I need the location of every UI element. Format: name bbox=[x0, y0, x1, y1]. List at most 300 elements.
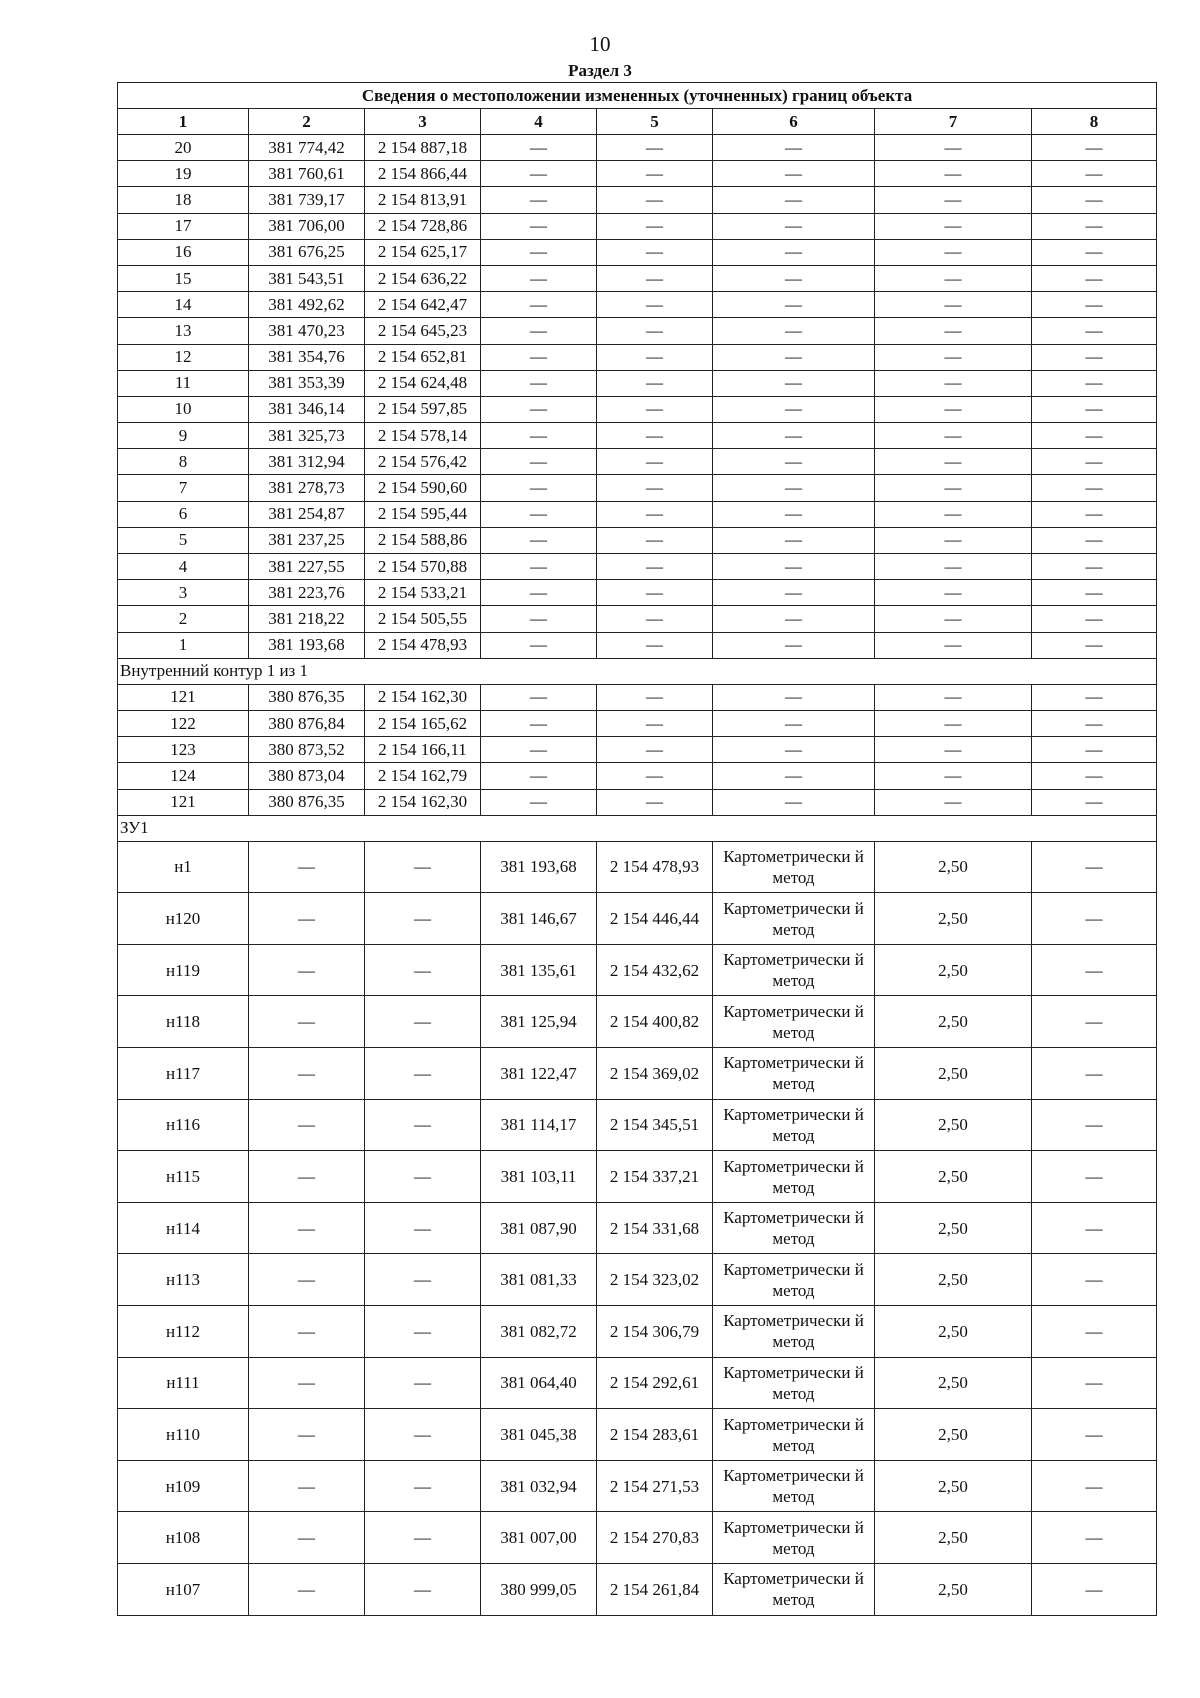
dash-cell: — bbox=[1032, 1512, 1157, 1564]
method-cell: Картометрически й метод bbox=[713, 1409, 875, 1461]
dash-cell: — bbox=[713, 239, 875, 265]
dash-cell: — bbox=[249, 893, 365, 945]
dash-cell: — bbox=[713, 370, 875, 396]
table-row bbox=[118, 893, 1157, 945]
y-coordinate-cell: 2 154 162,30 bbox=[365, 684, 481, 710]
dash-cell: — bbox=[597, 423, 713, 449]
dash-cell: — bbox=[1032, 841, 1157, 893]
dash-cell: — bbox=[249, 1357, 365, 1409]
point-number-cell: н120 bbox=[118, 893, 249, 945]
dash-cell: — bbox=[875, 265, 1032, 291]
dash-cell: — bbox=[249, 1151, 365, 1203]
y-coordinate-cell: 2 154 283,61 bbox=[597, 1409, 713, 1461]
dash-cell: — bbox=[597, 213, 713, 239]
dash-cell: — bbox=[1032, 239, 1157, 265]
dash-cell: — bbox=[365, 1048, 481, 1100]
dash-cell: — bbox=[1032, 1099, 1157, 1151]
y-coordinate-cell: 2 154 652,81 bbox=[365, 344, 481, 370]
dash-cell: — bbox=[1032, 161, 1157, 187]
x-coordinate-cell: 381 492,62 bbox=[249, 292, 365, 318]
dash-cell: — bbox=[1032, 1357, 1157, 1409]
table-row bbox=[118, 135, 1157, 161]
dash-cell: — bbox=[875, 213, 1032, 239]
column-header: 4 bbox=[481, 109, 597, 135]
x-coordinate-cell: 381 146,67 bbox=[481, 893, 597, 945]
dash-cell: — bbox=[481, 554, 597, 580]
inner-contour-label-row bbox=[118, 658, 1157, 684]
y-coordinate-cell: 2 154 570,88 bbox=[365, 554, 481, 580]
x-coordinate-cell: 381 354,76 bbox=[249, 344, 365, 370]
dash-cell: — bbox=[597, 265, 713, 291]
x-coordinate-cell: 381 193,68 bbox=[249, 632, 365, 658]
point-number-cell: н118 bbox=[118, 996, 249, 1048]
point-number-cell: н114 bbox=[118, 1202, 249, 1254]
dash-cell: — bbox=[365, 1202, 481, 1254]
y-coordinate-cell: 2 154 165,62 bbox=[365, 710, 481, 736]
dash-cell: — bbox=[597, 370, 713, 396]
method-cell: Картометрически й метод bbox=[713, 1202, 875, 1254]
dash-cell: — bbox=[713, 344, 875, 370]
dash-cell: — bbox=[597, 239, 713, 265]
y-coordinate-cell: 2 154 578,14 bbox=[365, 423, 481, 449]
method-cell: Картометрически й метод bbox=[713, 1048, 875, 1100]
table-row bbox=[118, 996, 1157, 1048]
dash-cell: — bbox=[249, 1460, 365, 1512]
accuracy-cell: 2,50 bbox=[875, 841, 1032, 893]
dash-cell: — bbox=[597, 710, 713, 736]
dash-cell: — bbox=[249, 1202, 365, 1254]
dash-cell: — bbox=[713, 580, 875, 606]
x-coordinate-cell: 381 223,76 bbox=[249, 580, 365, 606]
dash-cell: — bbox=[713, 318, 875, 344]
y-coordinate-cell: 2 154 588,86 bbox=[365, 527, 481, 553]
table-row bbox=[118, 161, 1157, 187]
x-coordinate-cell: 381 706,00 bbox=[249, 213, 365, 239]
method-cell: Картометрически й метод bbox=[713, 1460, 875, 1512]
point-number-cell: н109 bbox=[118, 1460, 249, 1512]
dash-cell: — bbox=[249, 1048, 365, 1100]
point-number-cell: 16 bbox=[118, 239, 249, 265]
x-coordinate-cell: 381 125,94 bbox=[481, 996, 597, 1048]
x-coordinate-cell: 381 312,94 bbox=[249, 449, 365, 475]
dash-cell: — bbox=[875, 632, 1032, 658]
point-number-cell: н108 bbox=[118, 1512, 249, 1564]
y-coordinate-cell: 2 154 331,68 bbox=[597, 1202, 713, 1254]
dash-cell: — bbox=[713, 606, 875, 632]
dash-cell: — bbox=[875, 475, 1032, 501]
dash-cell: — bbox=[1032, 318, 1157, 344]
y-coordinate-cell: 2 154 728,86 bbox=[365, 213, 481, 239]
dash-cell: — bbox=[713, 710, 875, 736]
point-number-cell: 18 bbox=[118, 187, 249, 213]
point-number-cell: н119 bbox=[118, 944, 249, 996]
table-caption: Сведения о местоположении измененных (уточненных) границ объекта bbox=[118, 83, 1157, 109]
point-number-cell: 12 bbox=[118, 344, 249, 370]
dash-cell: — bbox=[875, 710, 1032, 736]
y-coordinate-cell: 2 154 505,55 bbox=[365, 606, 481, 632]
x-coordinate-cell: 380 876,35 bbox=[249, 684, 365, 710]
page-number: 10 bbox=[589, 32, 611, 56]
x-coordinate-cell: 380 999,05 bbox=[481, 1564, 597, 1616]
method-cell: Картометрически й метод bbox=[713, 1099, 875, 1151]
accuracy-cell: 2,50 bbox=[875, 944, 1032, 996]
dash-cell: — bbox=[481, 292, 597, 318]
dash-cell: — bbox=[875, 606, 1032, 632]
dash-cell: — bbox=[597, 737, 713, 763]
dash-cell: — bbox=[1032, 527, 1157, 553]
dash-cell: — bbox=[1032, 1460, 1157, 1512]
dash-cell: — bbox=[1032, 996, 1157, 1048]
point-number-cell: 17 bbox=[118, 213, 249, 239]
table-row bbox=[118, 841, 1157, 893]
table-row bbox=[118, 684, 1157, 710]
method-cell: Картометрически й метод bbox=[713, 944, 875, 996]
table-row bbox=[118, 1564, 1157, 1616]
dash-cell: — bbox=[713, 789, 875, 815]
dash-cell: — bbox=[481, 135, 597, 161]
dash-cell: — bbox=[1032, 1564, 1157, 1616]
y-coordinate-cell: 2 154 636,22 bbox=[365, 265, 481, 291]
table-row bbox=[118, 1357, 1157, 1409]
dash-cell: — bbox=[1032, 580, 1157, 606]
dash-cell: — bbox=[365, 1409, 481, 1461]
y-coordinate-cell: 2 154 478,93 bbox=[597, 841, 713, 893]
dash-cell: — bbox=[365, 841, 481, 893]
y-coordinate-cell: 2 154 323,02 bbox=[597, 1254, 713, 1306]
table-row bbox=[118, 944, 1157, 996]
dash-cell: — bbox=[481, 449, 597, 475]
y-coordinate-cell: 2 154 271,53 bbox=[597, 1460, 713, 1512]
dash-cell: — bbox=[481, 632, 597, 658]
point-number-cell: 9 bbox=[118, 423, 249, 449]
table-row bbox=[118, 789, 1157, 815]
point-number-cell: 123 bbox=[118, 737, 249, 763]
dash-cell: — bbox=[1032, 1048, 1157, 1100]
dash-cell: — bbox=[713, 449, 875, 475]
x-coordinate-cell: 380 873,04 bbox=[249, 763, 365, 789]
table-row bbox=[118, 606, 1157, 632]
column-header: 7 bbox=[875, 109, 1032, 135]
accuracy-cell: 2,50 bbox=[875, 1099, 1032, 1151]
dash-cell: — bbox=[1032, 1254, 1157, 1306]
dash-cell: — bbox=[365, 1460, 481, 1512]
accuracy-cell: 2,50 bbox=[875, 1409, 1032, 1461]
table-row bbox=[118, 344, 1157, 370]
table-row bbox=[118, 1254, 1157, 1306]
y-coordinate-cell: 2 154 446,44 bbox=[597, 893, 713, 945]
dash-cell: — bbox=[713, 737, 875, 763]
dash-cell: — bbox=[713, 475, 875, 501]
point-number-cell: 13 bbox=[118, 318, 249, 344]
dash-cell: — bbox=[875, 789, 1032, 815]
dash-cell: — bbox=[597, 606, 713, 632]
x-coordinate-cell: 381 082,72 bbox=[481, 1306, 597, 1358]
table-row bbox=[118, 1460, 1157, 1512]
x-coordinate-cell: 381 676,25 bbox=[249, 239, 365, 265]
dash-cell: — bbox=[1032, 710, 1157, 736]
dash-cell: — bbox=[597, 554, 713, 580]
x-coordinate-cell: 381 237,25 bbox=[249, 527, 365, 553]
y-coordinate-cell: 2 154 478,93 bbox=[365, 632, 481, 658]
dash-cell: — bbox=[597, 684, 713, 710]
point-number-cell: н117 bbox=[118, 1048, 249, 1100]
dash-cell: — bbox=[1032, 344, 1157, 370]
point-number-cell: 2 bbox=[118, 606, 249, 632]
point-number-cell: 122 bbox=[118, 710, 249, 736]
table-row bbox=[118, 1202, 1157, 1254]
x-coordinate-cell: 381 007,00 bbox=[481, 1512, 597, 1564]
dash-cell: — bbox=[481, 527, 597, 553]
dash-cell: — bbox=[875, 161, 1032, 187]
y-coordinate-cell: 2 154 337,21 bbox=[597, 1151, 713, 1203]
y-coordinate-cell: 2 154 369,02 bbox=[597, 1048, 713, 1100]
accuracy-cell: 2,50 bbox=[875, 1202, 1032, 1254]
x-coordinate-cell: 381 064,40 bbox=[481, 1357, 597, 1409]
dash-cell: — bbox=[481, 370, 597, 396]
y-coordinate-cell: 2 154 166,11 bbox=[365, 737, 481, 763]
table-row bbox=[118, 554, 1157, 580]
dash-cell: — bbox=[875, 318, 1032, 344]
table-row bbox=[118, 763, 1157, 789]
dash-cell: — bbox=[1032, 737, 1157, 763]
column-header: 1 bbox=[118, 109, 249, 135]
y-coordinate-cell: 2 154 292,61 bbox=[597, 1357, 713, 1409]
dash-cell: — bbox=[597, 501, 713, 527]
accuracy-cell: 2,50 bbox=[875, 1151, 1032, 1203]
dash-cell: — bbox=[1032, 944, 1157, 996]
dash-cell: — bbox=[1032, 396, 1157, 422]
section-title: Раздел 3 bbox=[568, 61, 632, 80]
table-row bbox=[118, 239, 1157, 265]
dash-cell: — bbox=[875, 527, 1032, 553]
y-coordinate-cell: 2 154 866,44 bbox=[365, 161, 481, 187]
y-coordinate-cell: 2 154 576,42 bbox=[365, 449, 481, 475]
accuracy-cell: 2,50 bbox=[875, 893, 1032, 945]
column-header: 6 bbox=[713, 109, 875, 135]
point-number-cell: 4 bbox=[118, 554, 249, 580]
dash-cell: — bbox=[365, 1512, 481, 1564]
dash-cell: — bbox=[481, 684, 597, 710]
dash-cell: — bbox=[1032, 423, 1157, 449]
dash-cell: — bbox=[1032, 1306, 1157, 1358]
dash-cell: — bbox=[875, 684, 1032, 710]
x-coordinate-cell: 381 135,61 bbox=[481, 944, 597, 996]
point-number-cell: н115 bbox=[118, 1151, 249, 1203]
point-number-cell: 121 bbox=[118, 789, 249, 815]
x-coordinate-cell: 381 278,73 bbox=[249, 475, 365, 501]
dash-cell: — bbox=[1032, 187, 1157, 213]
dash-cell: — bbox=[713, 632, 875, 658]
dash-cell: — bbox=[481, 710, 597, 736]
dash-cell: — bbox=[713, 554, 875, 580]
x-coordinate-cell: 381 087,90 bbox=[481, 1202, 597, 1254]
dash-cell: — bbox=[481, 239, 597, 265]
dash-cell: — bbox=[365, 996, 481, 1048]
y-coordinate-cell: 2 154 887,18 bbox=[365, 135, 481, 161]
dash-cell: — bbox=[597, 161, 713, 187]
table-row bbox=[118, 318, 1157, 344]
dash-cell: — bbox=[249, 1512, 365, 1564]
dash-cell: — bbox=[875, 187, 1032, 213]
table-row bbox=[118, 632, 1157, 658]
x-coordinate-cell: 381 760,61 bbox=[249, 161, 365, 187]
method-cell: Картометрически й метод bbox=[713, 841, 875, 893]
x-coordinate-cell: 381 114,17 bbox=[481, 1099, 597, 1151]
x-coordinate-cell: 381 470,23 bbox=[249, 318, 365, 344]
y-coordinate-cell: 2 154 400,82 bbox=[597, 996, 713, 1048]
dash-cell: — bbox=[713, 423, 875, 449]
dash-cell: — bbox=[481, 344, 597, 370]
y-coordinate-cell: 2 154 270,83 bbox=[597, 1512, 713, 1564]
y-coordinate-cell: 2 154 597,85 bbox=[365, 396, 481, 422]
point-number-cell: н110 bbox=[118, 1409, 249, 1461]
x-coordinate-cell: 380 876,35 bbox=[249, 789, 365, 815]
point-number-cell: 8 bbox=[118, 449, 249, 475]
point-number-cell: 6 bbox=[118, 501, 249, 527]
x-coordinate-cell: 381 774,42 bbox=[249, 135, 365, 161]
dash-cell: — bbox=[249, 944, 365, 996]
table-row bbox=[118, 527, 1157, 553]
x-coordinate-cell: 381 254,87 bbox=[249, 501, 365, 527]
column-header: 3 bbox=[365, 109, 481, 135]
dash-cell: — bbox=[1032, 265, 1157, 291]
dash-cell: — bbox=[1032, 370, 1157, 396]
dash-cell: — bbox=[249, 1409, 365, 1461]
table-row bbox=[118, 1512, 1157, 1564]
y-coordinate-cell: 2 154 432,62 bbox=[597, 944, 713, 996]
dash-cell: — bbox=[365, 893, 481, 945]
dash-cell: — bbox=[1032, 135, 1157, 161]
point-number-cell: 11 bbox=[118, 370, 249, 396]
table-row bbox=[118, 1099, 1157, 1151]
x-coordinate-cell: 380 873,52 bbox=[249, 737, 365, 763]
dash-cell: — bbox=[481, 318, 597, 344]
point-number-cell: н111 bbox=[118, 1357, 249, 1409]
dash-cell: — bbox=[875, 396, 1032, 422]
accuracy-cell: 2,50 bbox=[875, 1564, 1032, 1616]
point-number-cell: н113 bbox=[118, 1254, 249, 1306]
dash-cell: — bbox=[875, 449, 1032, 475]
method-cell: Картометрически й метод bbox=[713, 996, 875, 1048]
dash-cell: — bbox=[875, 554, 1032, 580]
y-coordinate-cell: 2 154 624,48 bbox=[365, 370, 481, 396]
column-header: 5 bbox=[597, 109, 713, 135]
point-number-cell: 10 bbox=[118, 396, 249, 422]
point-number-cell: 121 bbox=[118, 684, 249, 710]
dash-cell: — bbox=[1032, 554, 1157, 580]
dash-cell: — bbox=[481, 161, 597, 187]
y-coordinate-cell: 2 154 533,21 bbox=[365, 580, 481, 606]
y-coordinate-cell: 2 154 162,79 bbox=[365, 763, 481, 789]
dash-cell: — bbox=[249, 996, 365, 1048]
point-number-cell: 19 bbox=[118, 161, 249, 187]
table-row bbox=[118, 475, 1157, 501]
dash-cell: — bbox=[597, 292, 713, 318]
method-cell: Картометрически й метод bbox=[713, 1357, 875, 1409]
dash-cell: — bbox=[597, 187, 713, 213]
dash-cell: — bbox=[1032, 632, 1157, 658]
dash-cell: — bbox=[597, 789, 713, 815]
y-coordinate-cell: 2 154 345,51 bbox=[597, 1099, 713, 1151]
dash-cell: — bbox=[597, 135, 713, 161]
y-coordinate-cell: 2 154 306,79 bbox=[597, 1306, 713, 1358]
method-cell: Картометрически й метод bbox=[713, 1254, 875, 1306]
table-row bbox=[118, 423, 1157, 449]
x-coordinate-cell: 381 353,39 bbox=[249, 370, 365, 396]
dash-cell: — bbox=[597, 580, 713, 606]
table-row bbox=[118, 1048, 1157, 1100]
dash-cell: — bbox=[1032, 475, 1157, 501]
accuracy-cell: 2,50 bbox=[875, 1512, 1032, 1564]
x-coordinate-cell: 381 325,73 bbox=[249, 423, 365, 449]
boundary-table bbox=[117, 82, 1157, 1616]
method-cell: Картометрически й метод bbox=[713, 893, 875, 945]
x-coordinate-cell: 381 227,55 bbox=[249, 554, 365, 580]
table-row bbox=[118, 710, 1157, 736]
method-cell: Картометрически й метод bbox=[713, 1512, 875, 1564]
method-cell: Картометрически й метод bbox=[713, 1306, 875, 1358]
dash-cell: — bbox=[1032, 1151, 1157, 1203]
dash-cell: — bbox=[1032, 292, 1157, 318]
point-number-cell: 20 bbox=[118, 135, 249, 161]
point-number-cell: 7 bbox=[118, 475, 249, 501]
dash-cell: — bbox=[481, 789, 597, 815]
dash-cell: — bbox=[481, 265, 597, 291]
dash-cell: — bbox=[1032, 501, 1157, 527]
dash-cell: — bbox=[481, 475, 597, 501]
dash-cell: — bbox=[875, 344, 1032, 370]
dash-cell: — bbox=[1032, 893, 1157, 945]
table-caption-row bbox=[118, 83, 1157, 109]
point-number-cell: 15 bbox=[118, 265, 249, 291]
dash-cell: — bbox=[365, 1357, 481, 1409]
zu-label-row bbox=[118, 815, 1157, 841]
dash-cell: — bbox=[597, 475, 713, 501]
point-number-cell: 1 bbox=[118, 632, 249, 658]
inner-contour-label: Внутренний контур 1 из 1 bbox=[118, 658, 1157, 684]
point-number-cell: 3 bbox=[118, 580, 249, 606]
table-row bbox=[118, 1306, 1157, 1358]
dash-cell: — bbox=[481, 423, 597, 449]
point-number-cell: н116 bbox=[118, 1099, 249, 1151]
dash-cell: — bbox=[713, 161, 875, 187]
accuracy-cell: 2,50 bbox=[875, 1357, 1032, 1409]
table-header-row bbox=[118, 109, 1157, 135]
point-number-cell: н1 bbox=[118, 841, 249, 893]
dash-cell: — bbox=[713, 213, 875, 239]
point-number-cell: 5 bbox=[118, 527, 249, 553]
dash-cell: — bbox=[249, 1306, 365, 1358]
dash-cell: — bbox=[875, 580, 1032, 606]
x-coordinate-cell: 381 193,68 bbox=[481, 841, 597, 893]
dash-cell: — bbox=[481, 187, 597, 213]
dash-cell: — bbox=[713, 265, 875, 291]
dash-cell: — bbox=[1032, 449, 1157, 475]
x-coordinate-cell: 381 218,22 bbox=[249, 606, 365, 632]
y-coordinate-cell: 2 154 162,30 bbox=[365, 789, 481, 815]
y-coordinate-cell: 2 154 645,23 bbox=[365, 318, 481, 344]
dash-cell: — bbox=[365, 1099, 481, 1151]
dash-cell: — bbox=[713, 292, 875, 318]
dash-cell: — bbox=[365, 944, 481, 996]
dash-cell: — bbox=[249, 1099, 365, 1151]
table-row bbox=[118, 1151, 1157, 1203]
dash-cell: — bbox=[713, 763, 875, 789]
dash-cell: — bbox=[249, 841, 365, 893]
dash-cell: — bbox=[713, 684, 875, 710]
dash-cell: — bbox=[365, 1151, 481, 1203]
dash-cell: — bbox=[597, 344, 713, 370]
